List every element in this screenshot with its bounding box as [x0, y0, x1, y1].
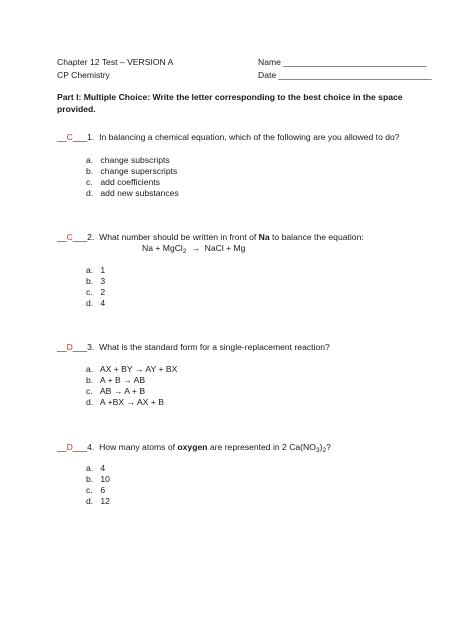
choice-4c: c. 6: [86, 485, 106, 495]
question-3: [57, 342, 330, 352]
answer-blank-post: ___4.: [72, 442, 95, 452]
answer-blank-post: ___2.: [72, 232, 95, 242]
choice-1c: c. add coefficients: [86, 177, 160, 187]
answer-2: C: [66, 232, 73, 242]
choice-3b: b. A + B → AB: [86, 375, 146, 385]
instructions-line-2: provided.: [57, 104, 96, 114]
choice-2b: b. 3: [86, 276, 106, 286]
name-label: Name: [258, 57, 281, 67]
choice-3c: c. AB → A + B: [86, 386, 146, 396]
choice-1d: d. add new substances: [86, 188, 179, 198]
choice-2a: a. 1: [86, 265, 106, 275]
answer-1: C: [66, 132, 73, 142]
question-1: [57, 132, 400, 142]
name-field: [258, 57, 427, 67]
question-4-text: How many atoms of oxygen are represented in 2 $Ca(NO_3)_2$?: [99, 442, 331, 454]
choice-1b: b. change superscripts: [86, 166, 178, 176]
course-name: CP Chemistry: [57, 70, 110, 80]
choice-4a: a. 4: [86, 463, 106, 473]
answer-blank-pre: __: [57, 232, 67, 242]
test-title: Chapter 12 Test – VERSION A: [57, 57, 174, 67]
answer-blank-post: ___1.: [72, 132, 95, 142]
choice-2d: d. 4: [86, 298, 106, 308]
name-line: ______________________________: [283, 57, 427, 67]
choice-4b: b. 10: [86, 474, 110, 484]
answer-3: D: [66, 342, 73, 352]
date-field: [258, 70, 432, 80]
date-label: Date: [258, 70, 277, 80]
answer-blank-pre: __: [57, 342, 67, 352]
question-2-text: What number should be written in front of Na to balance the equation:: [99, 232, 364, 242]
choice-1a: a. change subscripts: [86, 155, 170, 165]
answer-blank-pre: __: [57, 132, 67, 142]
question-4: [57, 442, 331, 454]
answer-blank-post: ___3.: [72, 342, 95, 352]
choice-3a: a. AX + BY → AY + BX: [86, 364, 178, 374]
choice-3d: d. A +BX → AX + B: [86, 397, 164, 407]
arrow-icon: →: [191, 243, 200, 253]
choice-4d: d. 12: [86, 496, 110, 506]
answer-blank-pre: __: [57, 442, 67, 452]
equation: Na + MgCl$_2$ → NaCl + Mg: [142, 243, 246, 255]
question-1-text: In balancing a chemical equation, which of the following are you allowed to do?: [99, 132, 400, 142]
instructions-line-1: Part I: Multiple Choice: Write the letter corresponding to the best choice in the space: [57, 92, 403, 102]
answer-4: D: [66, 442, 73, 452]
question-3-text: What is the standard form for a single-replacement reaction?: [99, 342, 330, 352]
question-2: [57, 232, 364, 242]
date-line: ________________________________: [278, 70, 432, 80]
choice-2c: c. 2: [86, 287, 106, 297]
